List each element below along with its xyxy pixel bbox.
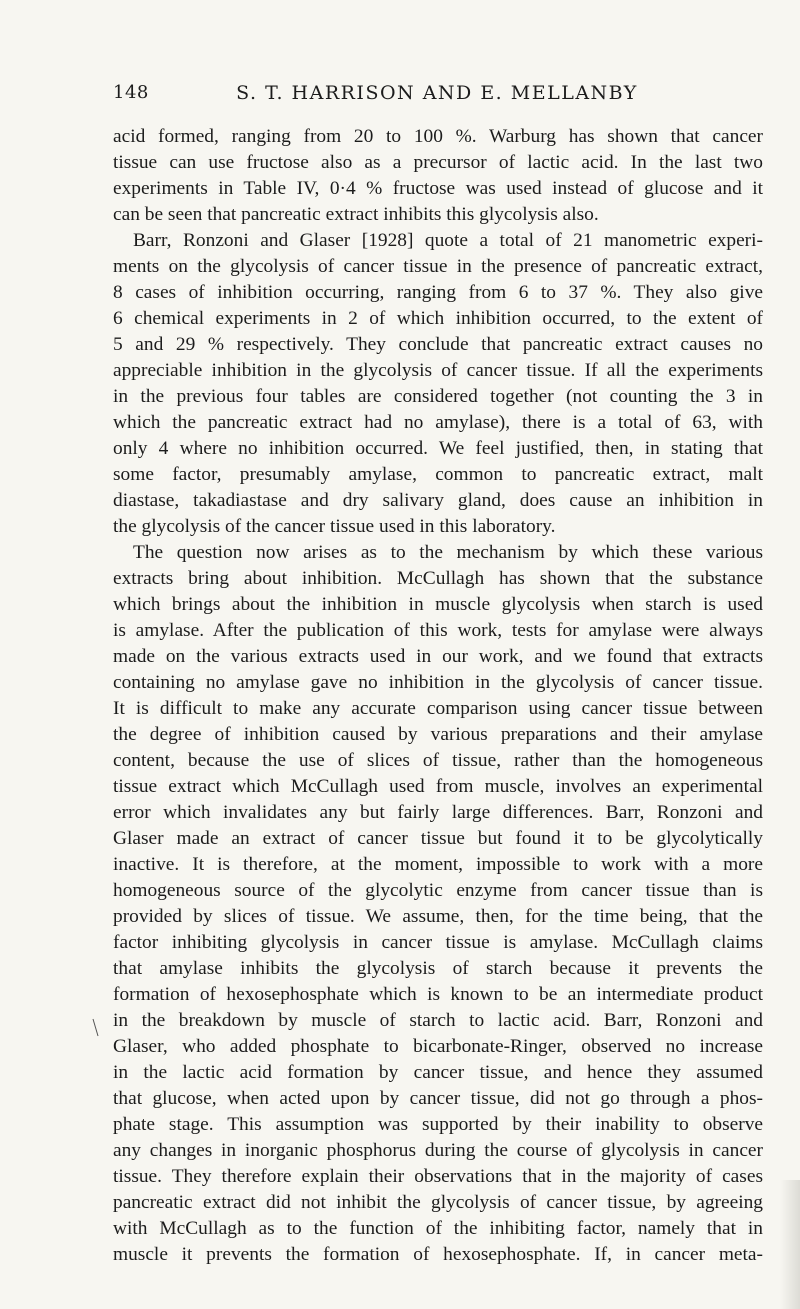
running-title: S. T. HARRISON AND E. MELLANBY [236, 82, 638, 104]
text-line: experiments in Table IV, 0·4 % fructose was used instead of glucose and it [113, 178, 763, 199]
text-line: ments on the glycolysis of cancer tissue in the presence of pancreatic extract, [113, 256, 763, 277]
text-line: tissue can use fructose also as a precursor of lactic acid. In the last two [113, 152, 763, 173]
text-line: containing no amylase gave no inhibition in the glycolysis of cancer tissue. [113, 672, 763, 693]
page-edge-shadow [780, 1180, 800, 1309]
margin-tick-mark [92, 1018, 100, 1038]
text-line: formation of hexosephosphate which is known to be an intermediate product [113, 984, 763, 1005]
text-line: content, because the use of slices of tissue, rather than the homogeneous [113, 750, 763, 771]
text-line: It is difficult to make any accurate comparison using cancer tissue between [113, 698, 763, 719]
text-line: which the pancreatic extract had no amylase), there is a total of 63, with [113, 412, 763, 433]
text-line: appreciable inhibition in the glycolysis of cancer tissue. If all the experiments [113, 360, 763, 381]
text-line: Barr, Ronzoni and Glaser [1928] quote a total of 21 manometric experi- [133, 230, 763, 251]
text-line: that amylase inhibits the glycolysis of starch because it prevents the [113, 958, 763, 979]
text-line: the glycolysis of the cancer tissue used in this laboratory. [113, 516, 556, 537]
text-line: 5 and 29 % respectively. They conclude that pancreatic extract causes no [113, 334, 763, 355]
paragraph [113, 540, 763, 1268]
text-line: 6 chemical experiments in 2 of which inhibition occurred, to the extent of [113, 308, 763, 329]
text-line: 8 cases of inhibition occurring, ranging from 6 to 37 %. They also give [113, 282, 763, 303]
text-line: muscle it prevents the formation of hexosephosphate. If, in cancer meta- [113, 1244, 763, 1265]
text-line: any changes in inorganic phosphorus during the course of glycolysis in cancer [113, 1140, 763, 1161]
text-line: phate stage. This assumption was supported by their inability to observe [113, 1114, 763, 1135]
text-line: Glaser, who added phosphate to bicarbonate-Ringer, observed no increase [113, 1036, 763, 1057]
body-text [113, 124, 763, 1268]
text-line: provided by slices of tissue. We assume, then, for the time being, that the [113, 906, 763, 927]
text-line: the degree of inhibition caused by various preparations and their amylase [113, 724, 763, 745]
text-line: homogeneous source of the glycolytic enzyme from cancer tissue than is [113, 880, 763, 901]
text-line: tissue extract which McCullagh used from muscle, involves an experimental [113, 776, 763, 797]
text-line: error which invalidates any but fairly large differences. Barr, Ronzoni and [113, 802, 763, 823]
text-line: Glaser made an extract of cancer tissue but found it to be glycolytically [113, 828, 763, 849]
text-line: made on the various extracts used in our work, and we found that extracts [113, 646, 763, 667]
text-line: diastase, takadiastase and dry salivary gland, does cause an inhibition in [113, 490, 763, 511]
text-line: that glucose, when acted upon by cancer tissue, did not go through a phos- [113, 1088, 763, 1109]
running-head [113, 82, 761, 110]
paragraph [113, 124, 763, 228]
page-number: 148 [113, 82, 149, 103]
text-line: is amylase. After the publication of this work, tests for amylase were always [113, 620, 763, 641]
text-line: pancreatic extract did not inhibit the glycolysis of cancer tissue, by agreeing [113, 1192, 763, 1213]
text-line: factor inhibiting glycolysis in cancer tissue is amylase. McCullagh claims [113, 932, 763, 953]
text-line: The question now arises as to the mechanism by which these various [133, 542, 763, 563]
text-line: tissue. They therefore explain their observations that in the majority of cases [113, 1166, 763, 1187]
text-line: acid formed, ranging from 20 to 100 %. Warburg has shown that cancer [113, 126, 763, 147]
text-line: extracts bring about inhibition. McCullagh has shown that the substance [113, 568, 763, 589]
text-line: only 4 where no inhibition occurred. We feel justified, then, in stating that [113, 438, 763, 459]
paragraph [113, 228, 763, 540]
text-line: can be seen that pancreatic extract inhibits this glycolysis also. [113, 204, 599, 225]
text-line: inactive. It is therefore, at the moment, impossible to work with a more [113, 854, 763, 875]
text-line: which brings about the inhibition in muscle glycolysis when starch is used [113, 594, 763, 615]
text-line: in the previous four tables are considered together (not counting the 3 in [113, 386, 763, 407]
text-line: in the lactic acid formation by cancer tissue, and hence they assumed [113, 1062, 763, 1083]
text-line: some factor, presumably amylase, common to pancreatic extract, malt [113, 464, 763, 485]
text-line: with McCullagh as to the function of the inhibiting factor, namely that in [113, 1218, 763, 1239]
text-line: in the breakdown by muscle of starch to lactic acid. Barr, Ronzoni and [113, 1010, 763, 1031]
